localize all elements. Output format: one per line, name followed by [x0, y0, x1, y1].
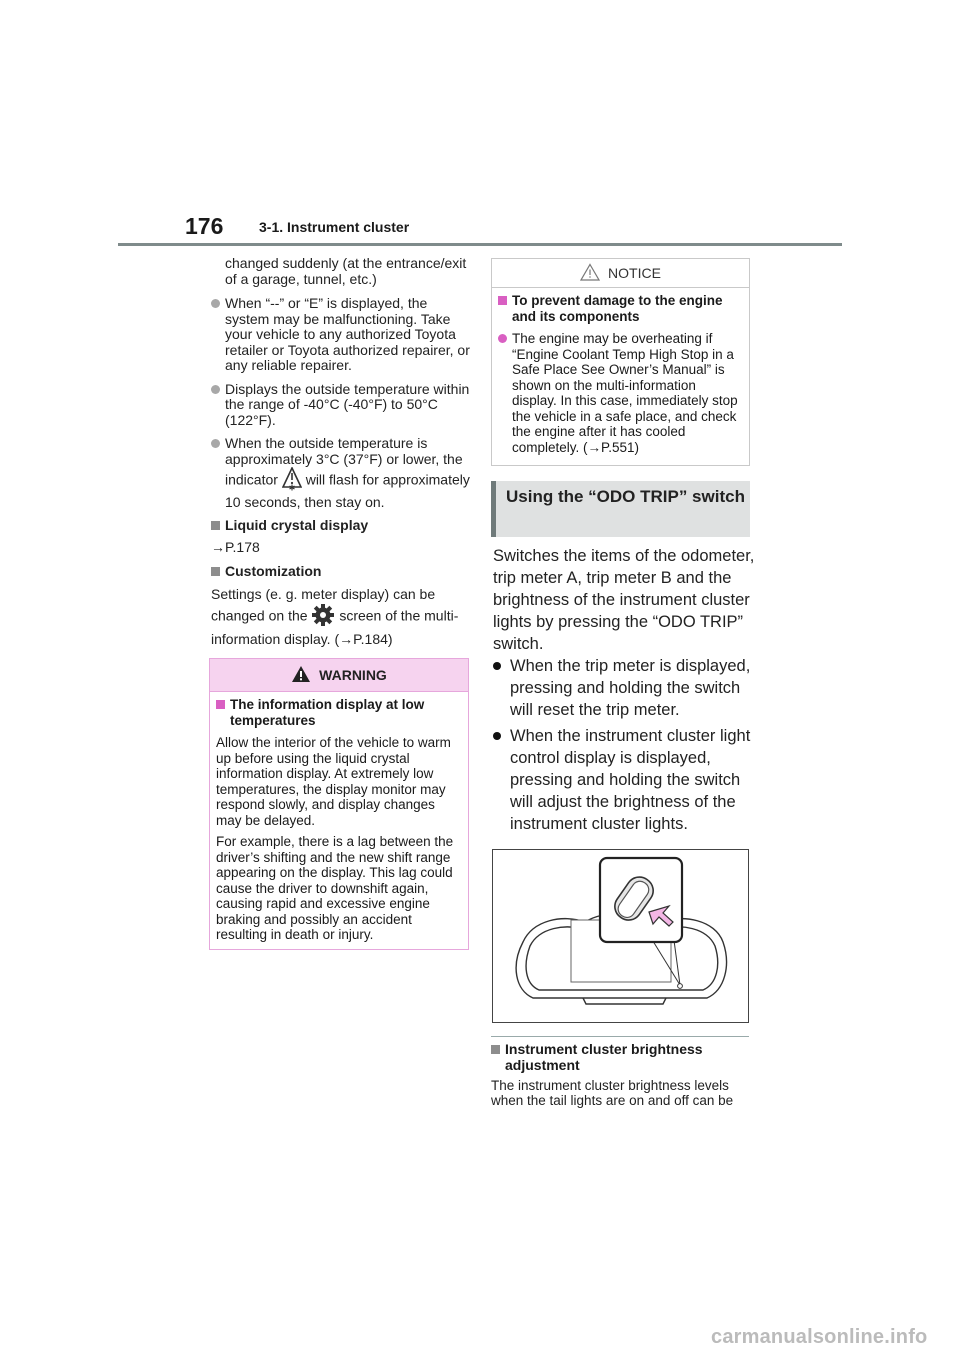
continued-text: changed suddenly (at the entrance/exit of a garage, tunnel, etc.) — [225, 255, 467, 287]
notice-triangle-icon — [580, 263, 600, 284]
list-item: When “--” or “E” is displayed, the system may be malfunctioning. Take your vehicle to any authorized Toyota retailer or Toyota authorized repairer, or any reliable repairer. — [211, 296, 471, 374]
list-item: When the trip meter is displayed, pressing and holding the switch will reset the trip meter. — [493, 655, 751, 721]
warning-title: WARNING — [319, 667, 387, 683]
notice-box — [491, 258, 750, 466]
instrument-cluster-illustration — [492, 849, 749, 1023]
outside-temp-indicator-icon — [282, 467, 302, 495]
subheading: Liquid crystal display — [211, 518, 471, 534]
warning-triangle-icon — [291, 665, 311, 686]
odo-intro-paragraph: Switches the items of the odometer, trip meter A, trip meter B and the brightness of the instrument cluster lights by pressing the “ODO TRIP” switch. — [493, 547, 755, 653]
lcd-section — [211, 518, 471, 561]
warning-box — [209, 658, 469, 950]
notice-title: NOTICE — [608, 265, 661, 281]
header-divider — [118, 243, 842, 246]
list-item: When the instrument cluster light control display is displayed, pressing and holding the switch will adjust the brightness of the instrument cluster lights. — [493, 725, 751, 835]
section-heading: Using the “ODO TRIP” switch — [491, 481, 750, 537]
list-item — [211, 436, 471, 510]
bullet-list — [211, 296, 471, 518]
warning-heading: The information display at low temperatures — [216, 697, 462, 728]
watermark: carmanualsonline.info — [711, 1326, 928, 1348]
warning-header — [210, 659, 468, 692]
page-number: 176 — [185, 213, 224, 239]
notice-header — [492, 259, 749, 288]
paragraph — [211, 586, 471, 648]
notice-text: The engine may be overheating if “Engine Coolant Temp High Stop in a Safe Place See Owner’s Manual” is shown on the multi-information display. In this case, immediately stop the vehicle in a safe place, and check the engine after it has cooled completely. (→P.551) — [498, 331, 743, 455]
section-title: 3-1. Instrument cluster — [259, 219, 410, 235]
list-item-text: When the outside temperature is approximately 3°C (37°F) or lower, the indicator — [225, 435, 463, 488]
notice-body — [492, 288, 749, 455]
notice-heading: To prevent damage to the engine and its components — [498, 293, 743, 324]
list-item-text: will flash for approximately 10 seconds, then stay on. — [225, 471, 470, 510]
paragraph: The instrument cluster brightness levels when the tail lights are on and off can be — [491, 1078, 734, 1108]
warning-paragraph: Allow the interior of the vehicle to warm up before using the liquid crystal information display. At extremely low temperatures, the display monitor may respond slowly, and display changes may be delayed. — [216, 735, 451, 828]
subheading: Instrument cluster brightness adjustment — [491, 1042, 763, 1073]
customization-section — [211, 564, 471, 654]
page-reference: →P.178 — [211, 538, 260, 555]
subheading: Customization — [211, 564, 471, 580]
paragraph-text: screen of the multi-information display. (→P.184) — [211, 607, 459, 647]
warning-body — [210, 692, 468, 943]
settings-gear-icon — [311, 603, 335, 631]
list-item: Displays the outside temperature within the range of -40°C (-40°F) to 50°C (122°F). — [211, 382, 471, 429]
divider — [491, 1036, 749, 1037]
paragraph-text: Settings (e. g. meter display) can be changed on the — [211, 585, 436, 624]
warning-paragraph: For example, there is a lag between the driver’s shifting and the new shift range appearing on the display. This lag could cause the driver to downshift again, causing rapid and excessive engine braking and possibly an accident resulting in death or injury. — [216, 834, 454, 942]
